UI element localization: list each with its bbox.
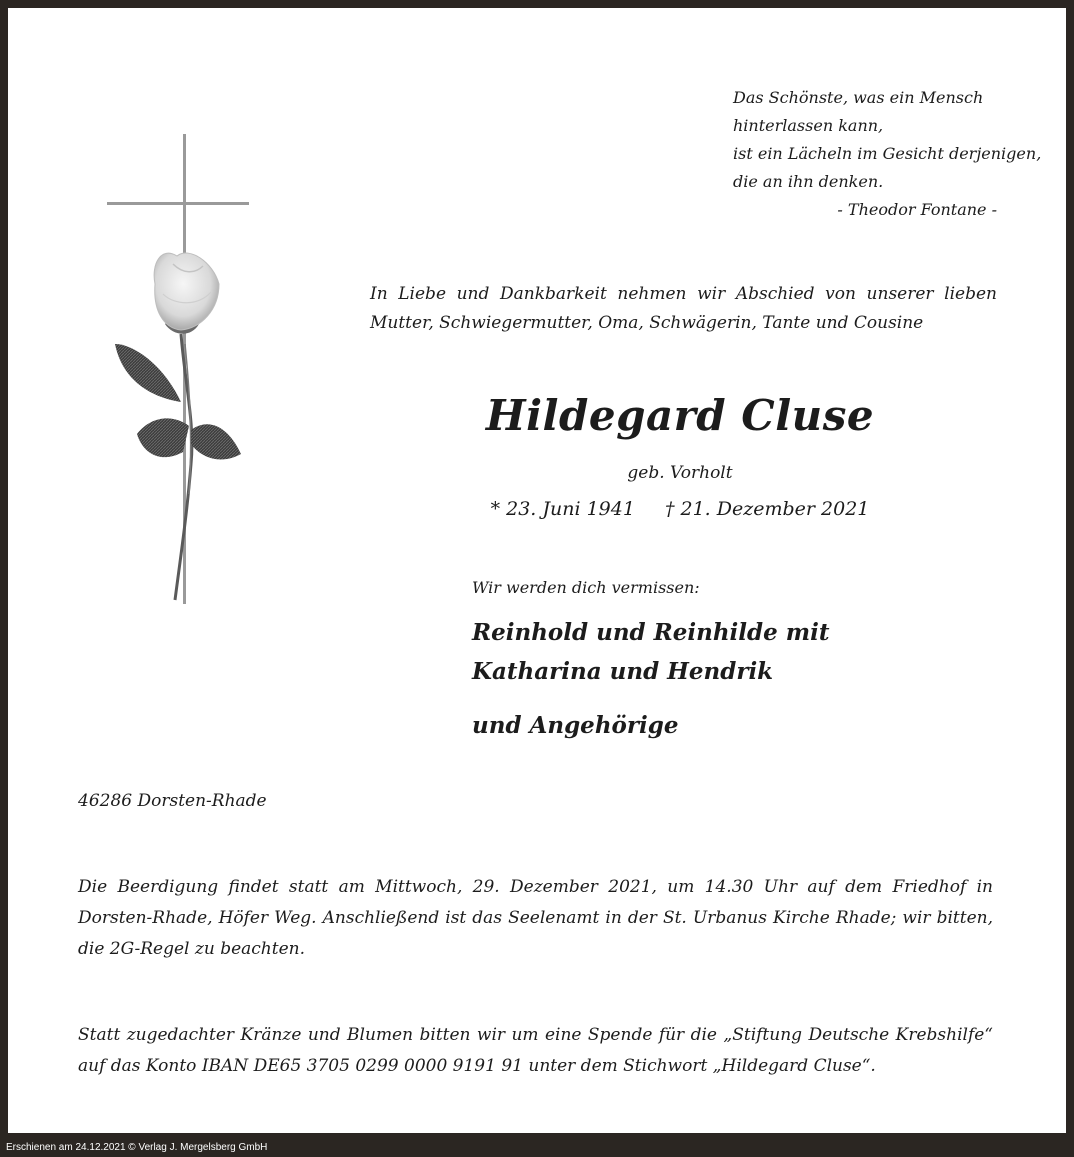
quote-line: die an ihn denken. bbox=[733, 172, 884, 191]
mourners-line: und Angehörige bbox=[472, 712, 679, 739]
donation-text: Statt zugedachter Kränze und Blumen bitten wir um eine Spende für die „Stiftung Deutsche Krebshilfe“ auf das Konto IBAN DE65 3705 0299 0000 9191 91 unter dem Stichwort „Hildegard Cluse“. bbox=[78, 1025, 993, 1076]
birth-date: * 23. Juni 1941 bbox=[490, 498, 635, 520]
death-date: † 21. Dezember 2021 bbox=[664, 498, 870, 520]
intro-text: In Liebe und Dankbarkeit nehmen wir Abschied von unserer lieben Mutter, Schwiegermutter, Oma, Schwägerin, Tante und Cousine bbox=[370, 284, 997, 333]
quote-line: hinterlassen kann, bbox=[733, 116, 884, 135]
mourners-intro: Wir werden dich vermissen: bbox=[472, 578, 700, 597]
birth-name: geb. Vorholt bbox=[627, 463, 733, 483]
publisher-footer: Erschienen am 24.12.2021 © Verlag J. Mergelsberg GmbH bbox=[6, 1142, 268, 1153]
place: 46286 Dorsten-Rhade bbox=[78, 791, 267, 811]
cross-with-rose-illustration bbox=[103, 134, 263, 610]
rose-icon bbox=[115, 253, 241, 600]
deceased-name: Hildegard Cluse bbox=[485, 391, 875, 440]
mourners-line: Reinhold und Reinhilde mit bbox=[472, 619, 830, 646]
quote-line: ist ein Lächeln im Gesicht derjenigen, bbox=[733, 144, 1042, 163]
funeral-text: Die Beerdigung findet statt am Mittwoch, 29. Dezember 2021, um 14.30 Uhr auf dem Friedhof in Dorsten-Rhade, Höfer Weg. Anschließend ist das Seelenamt in der St. Urbanus Kirche Rhade; wir bitten, die 2G-Regel zu beachten. bbox=[78, 877, 993, 959]
mourners-line: Katharina und Hendrik bbox=[472, 658, 774, 685]
quote-line: Das Schönste, was ein Mensch bbox=[733, 88, 984, 107]
obituary-sheet bbox=[8, 8, 1066, 1133]
quote-author: - Theodor Fontane - bbox=[837, 200, 997, 219]
quote-block bbox=[733, 84, 1042, 224]
life-dates bbox=[370, 494, 990, 524]
